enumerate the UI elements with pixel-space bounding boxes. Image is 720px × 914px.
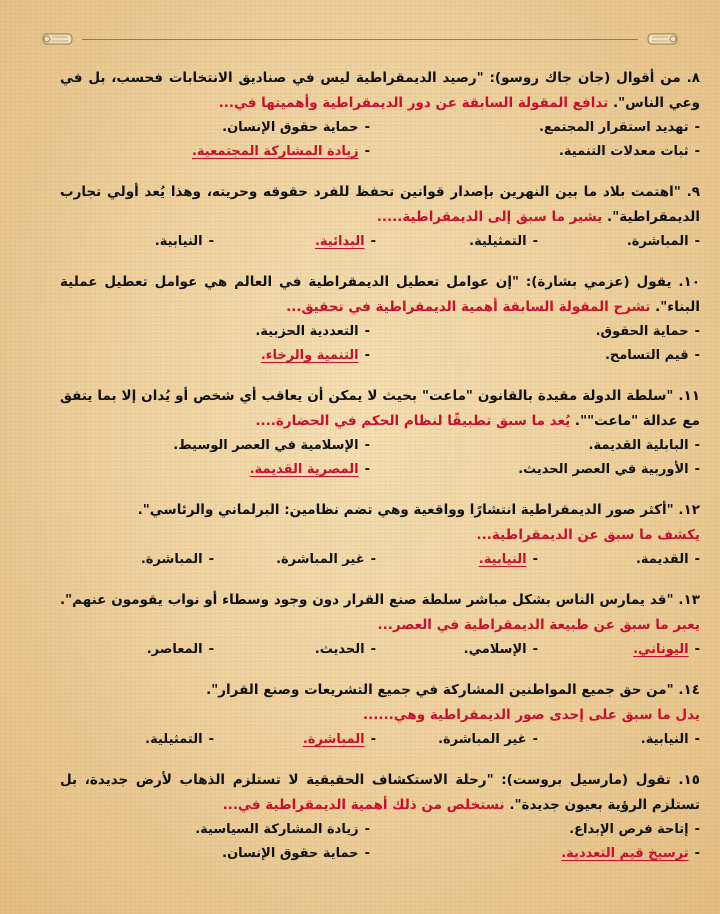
question-q8 xyxy=(60,66,700,164)
question-prompt: يشير ما سبق إلى الديمقراطية..... xyxy=(376,209,603,225)
answer-options xyxy=(60,116,700,164)
question-stem xyxy=(60,498,700,548)
option-dash: - xyxy=(694,324,700,339)
option-dash: - xyxy=(364,822,370,837)
question-prompt: يُعد ما سبق تطبيقًا لنظام الحكم في الحضارة.... xyxy=(255,413,571,429)
option-dash: - xyxy=(694,846,700,861)
option-label: الأوربية في العصر الحديث. xyxy=(518,462,689,477)
question-stem xyxy=(60,384,700,434)
question-text: ١٥. تقول (مارسيل بروست): "رحلة الاستكشاف الحقيقية لا تستلزم الذهاب لأرض جديدة، بل تستلزم الرؤية بعيون جديدة". xyxy=(60,772,700,813)
question-prompt: يكشف ما سبق عن الديمقراطية... xyxy=(476,527,700,543)
option-label: المصرية القديمة. xyxy=(249,462,359,477)
option-label: غير المباشرة. xyxy=(276,552,365,567)
option-label: حماية الحقوق. xyxy=(595,324,689,339)
question-prompt: تدافع المقولة السابقة عن دور الديمقراطية وأهميتها في... xyxy=(218,95,609,111)
answer-option[interactable] xyxy=(60,548,214,572)
answer-option[interactable] xyxy=(390,434,700,458)
question-stem xyxy=(60,768,700,818)
option-label: الحديث. xyxy=(314,642,365,657)
answer-option[interactable] xyxy=(60,818,370,842)
answer-option[interactable] xyxy=(60,638,214,662)
option-label: البدائية. xyxy=(314,234,365,249)
question-text: ١٠. يقول (عزمي بشارة): "إن عوامل تعطيل الديمقراطية في العالم هي عوامل تعطيل عملية البناء". xyxy=(60,274,700,315)
option-label: ترسيخ قيم التعددية. xyxy=(561,846,689,861)
option-dash: - xyxy=(364,324,370,339)
answer-options xyxy=(60,818,700,866)
option-label: غير المباشرة. xyxy=(438,732,527,747)
question-stem xyxy=(60,180,700,230)
question-q13 xyxy=(60,588,700,662)
answer-option[interactable] xyxy=(546,728,700,752)
answer-option[interactable] xyxy=(60,320,370,344)
option-label: التعددية الحزبية. xyxy=(255,324,359,339)
answer-option-correct[interactable] xyxy=(60,344,370,368)
question-stem xyxy=(60,678,700,728)
answer-option[interactable] xyxy=(390,140,700,164)
answer-option[interactable] xyxy=(390,818,700,842)
option-dash: - xyxy=(370,234,376,249)
answer-option[interactable] xyxy=(546,230,700,254)
option-label: المعاصر. xyxy=(146,642,203,657)
option-dash: - xyxy=(694,144,700,159)
option-label: المباشرة. xyxy=(140,552,203,567)
question-text: ٨. من أقوال (جان جاك روسو): "رصيد الديمقراطية ليس في صناديق الانتخابات فحسب، بل في وعي الناس". xyxy=(60,70,700,111)
question-q12 xyxy=(60,498,700,572)
answer-option-correct[interactable] xyxy=(546,638,700,662)
option-label: اليوناني. xyxy=(633,642,689,657)
answer-option-correct[interactable] xyxy=(60,458,370,482)
question-text: ١٤. "من حق جميع المواطنين المشاركة في جميع التشريعات وصنع القرار". xyxy=(206,682,700,698)
option-dash: - xyxy=(208,552,214,567)
answer-option[interactable] xyxy=(546,548,700,572)
question-q11 xyxy=(60,384,700,482)
answer-options xyxy=(60,638,700,662)
answer-option-correct[interactable] xyxy=(222,230,376,254)
option-label: البابلية القديمة. xyxy=(588,438,689,453)
option-label: زيادة المشاركة المجتمعية. xyxy=(191,144,359,159)
answer-options xyxy=(60,230,700,254)
question-prompt: تشرح المقولة السابقة أهمية الديمقراطية في تحقيق... xyxy=(286,299,651,315)
answer-option-correct[interactable] xyxy=(390,842,700,866)
question-prompt: يعبر ما سبق عن طبيعة الديمقراطية في العصر... xyxy=(377,617,700,633)
option-label: النيابية. xyxy=(640,732,689,747)
answer-options xyxy=(60,728,700,752)
question-q15 xyxy=(60,768,700,866)
option-label: تهديد استقرار المجتمع. xyxy=(538,120,689,135)
question-text: ١٣. "قد يمارس الناس بشكل مباشر سلطة صنع القرار دون وجود وسطاء أو نواب يقومون عنهم". xyxy=(60,592,700,608)
option-label: القديمة. xyxy=(635,552,689,567)
option-dash: - xyxy=(694,732,700,747)
question-prompt: نستخلص من ذلك أهمية الديمقراطية في... xyxy=(222,797,505,813)
option-dash: - xyxy=(694,552,700,567)
option-label: الإسلامي. xyxy=(463,642,527,657)
option-dash: - xyxy=(364,348,370,363)
question-q14 xyxy=(60,678,700,752)
option-label: المباشرة. xyxy=(626,234,689,249)
option-dash: - xyxy=(694,438,700,453)
answer-option-correct[interactable] xyxy=(222,728,376,752)
scroll-ornament-icon xyxy=(40,31,74,47)
answer-option[interactable] xyxy=(390,344,700,368)
answer-option-correct[interactable] xyxy=(60,140,370,164)
answer-option[interactable] xyxy=(60,434,370,458)
option-dash: - xyxy=(208,732,214,747)
option-dash: - xyxy=(532,552,538,567)
answer-option[interactable] xyxy=(384,230,538,254)
question-text: ١٢. "أكثر صور الديمقراطية انتشارًا وواقعية وهي تضم نظامين: البرلماني والرئاسي". xyxy=(137,502,700,518)
question-prompt: يدل ما سبق على إحدى صور الديمقراطية وهي...... xyxy=(362,707,700,723)
option-dash: - xyxy=(694,120,700,135)
option-dash: - xyxy=(364,120,370,135)
option-label: حماية حقوق الإنسان. xyxy=(222,846,359,861)
question-stem xyxy=(60,66,700,116)
answer-option[interactable] xyxy=(60,116,370,140)
question-list xyxy=(60,66,700,882)
option-label: قيم التسامح. xyxy=(604,348,689,363)
option-dash: - xyxy=(208,642,214,657)
question-stem xyxy=(60,270,700,320)
answer-option[interactable] xyxy=(222,548,376,572)
option-dash: - xyxy=(694,822,700,837)
option-label: المباشرة. xyxy=(302,732,365,747)
option-dash: - xyxy=(370,552,376,567)
answer-option[interactable] xyxy=(390,116,700,140)
option-label: التنمية والرخاء. xyxy=(260,348,359,363)
answer-option-correct[interactable] xyxy=(384,548,538,572)
answer-option[interactable] xyxy=(60,230,214,254)
answer-option[interactable] xyxy=(222,638,376,662)
answer-options xyxy=(60,548,700,572)
option-dash: - xyxy=(370,642,376,657)
answer-option[interactable] xyxy=(384,638,538,662)
option-dash: - xyxy=(694,234,700,249)
option-dash: - xyxy=(532,234,538,249)
option-label: الإسلامية في العصر الوسيط. xyxy=(173,438,359,453)
option-dash: - xyxy=(532,642,538,657)
option-label: إتاحة فرص الإبداع. xyxy=(569,822,689,837)
header-divider xyxy=(82,39,638,40)
question-text: ٩. "اهتمت بلاد ما بين النهرين بإصدار قوانين تحفظ للفرد حقوقه وحريته، وهذا يُعد أولي تجارب الديمقراطية". xyxy=(60,184,700,225)
answer-options xyxy=(60,320,700,368)
option-label: زيادة المشاركة السياسية. xyxy=(195,822,359,837)
option-dash: - xyxy=(364,438,370,453)
option-dash: - xyxy=(694,462,700,477)
answer-option[interactable] xyxy=(60,728,214,752)
option-label: ثبات معدلات التنمية. xyxy=(558,144,689,159)
answer-option[interactable] xyxy=(60,842,370,866)
question-q9 xyxy=(60,180,700,254)
question-stem xyxy=(60,588,700,638)
answer-option[interactable] xyxy=(390,458,700,482)
question-q10 xyxy=(60,270,700,368)
option-label: النيابية. xyxy=(478,552,527,567)
option-dash: - xyxy=(532,732,538,747)
option-dash: - xyxy=(208,234,214,249)
answer-option[interactable] xyxy=(390,320,700,344)
option-dash: - xyxy=(694,348,700,363)
option-dash: - xyxy=(364,846,370,861)
answer-options xyxy=(60,434,700,482)
scroll-ornament-icon xyxy=(646,31,680,47)
option-label: التمثيلية. xyxy=(145,732,203,747)
question-text: ١١. "سلطة الدولة مقيدة بالقانون "ماعت" بحيث لا يمكن أن يعاقب أي شخص أو يُدان إلا بما يتفق مع عدالة "ماعت"". xyxy=(60,388,700,429)
answer-option[interactable] xyxy=(384,728,538,752)
option-label: حماية حقوق الإنسان. xyxy=(222,120,359,135)
option-label: التمثيلية. xyxy=(469,234,527,249)
option-dash: - xyxy=(370,732,376,747)
option-dash: - xyxy=(364,462,370,477)
option-label: النيابية. xyxy=(154,234,203,249)
option-dash: - xyxy=(694,642,700,657)
option-dash: - xyxy=(364,144,370,159)
